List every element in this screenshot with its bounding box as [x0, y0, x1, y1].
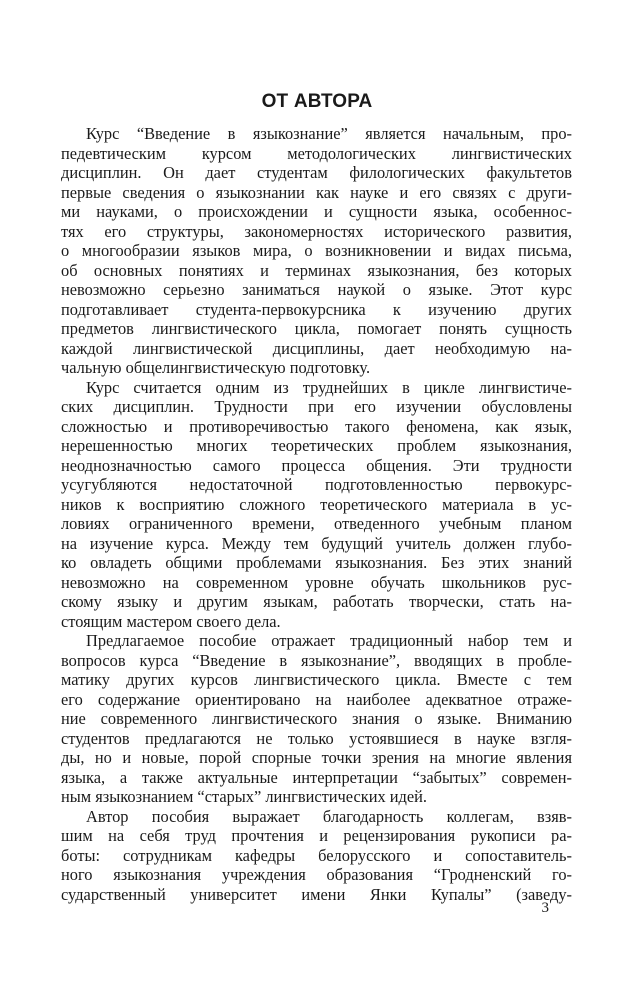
text-line: Автор пособия выражает благодарность коллегам, взяв-: [86, 806, 572, 826]
text-line: стоящим мастером своего дела.: [61, 611, 281, 631]
paragraph-1: [61, 124, 572, 378]
text-line: предметов лингвистического цикла, помогает понять сущность: [61, 319, 572, 338]
text-line: первые сведения о языкознании как науке и его связях с други-: [61, 182, 572, 202]
text-line: чальную общелингвистическую подготовку.: [61, 358, 371, 377]
text-line: на изучение курса. Между тем будущий учитель должен глубо-: [61, 533, 572, 553]
text-line: невозможно серьезно заниматься наукой о языке. Этот курс: [61, 280, 572, 299]
text-line: невозможно на современном уровне обучать школьников рус-: [61, 572, 572, 592]
page-number: 3: [541, 900, 549, 916]
text-line: ным языкознанием “старых” лингвистических идей.: [61, 787, 428, 806]
text-line: усугубляются недостаточной подготовленностью первокурс-: [61, 475, 572, 494]
text-line: Курс “Введение в языкознание” является начальным, про-: [86, 124, 572, 143]
text-line: нерешенностью многих теоретических проблем языкознания,: [61, 436, 572, 455]
text-line: сложностью и противоречивостью такого феномена, как язык,: [61, 416, 572, 436]
text-line: о многообразии языков мира, о возникновении и видах письма,: [61, 241, 572, 260]
text-line: ников к восприятию сложного теоретического материала в ус-: [61, 494, 572, 514]
text-line: вопросов курса “Введение в языкознание”, вводящих в пробле-: [61, 650, 572, 670]
text-line: тях его структуры, закономерностях исторического развития,: [61, 221, 572, 241]
text-line: сударственный университет имени Янки Купалы” (заведу-: [61, 884, 572, 904]
text-line: языка, а также актуальные интерпретации “забытых” современ-: [61, 767, 572, 787]
paragraph-4: [61, 807, 572, 905]
text-line: шим на себя труд прочтения и рецензирования рукописи ра-: [61, 826, 572, 845]
text-line: ко овладеть общими проблемами языкознания. Без этих знаний: [61, 553, 572, 572]
text-line: ды, но и новые, порой спорные точки зрения на многие явления: [61, 748, 572, 767]
text-line: Предлагаемое пособие отражает традиционный набор тем и: [86, 631, 572, 650]
text-line: подготавливает студента-первокурсника к изучению других: [61, 299, 572, 319]
text-line: педевтическим курсом методологических лингвистических: [61, 143, 572, 163]
text-line: неоднозначностью самого процесса общения. Эти трудности: [61, 455, 572, 475]
page-title: ОТ АВТОРА: [261, 91, 373, 112]
text-line: ских дисциплин. Трудности при его изучении обусловлены: [61, 397, 572, 416]
text-line: боты: сотрудникам кафедры белорусского и сопоставитель-: [61, 845, 572, 865]
text-line: студентов предлагаются не только устоявшиеся в науке взгля-: [61, 728, 572, 748]
text-line: ловиях ограниченного времени, отведенного учебным планом: [61, 514, 572, 533]
paragraph-2: [61, 378, 572, 632]
text-line: Курс считается одним из труднейших в цикле лингвистиче-: [86, 377, 572, 397]
text-line: матику других курсов лингвистического цикла. Вместе с тем: [61, 670, 572, 689]
paragraph-3: [61, 631, 572, 807]
text-line: ного языкознания учреждения образования “Гродненский го-: [61, 865, 572, 884]
text-line: дисциплин. Он дает студентам филологических факультетов: [61, 163, 572, 182]
text-line: его содержание ориентировано на наиболее адекватное отраже-: [61, 689, 572, 709]
text-line: ние современного лингвистического знания о языке. Вниманию: [61, 709, 572, 728]
text-line: каждой лингвистической дисциплины, дает необходимую на-: [61, 338, 572, 358]
body-text: [61, 124, 572, 904]
text-line: скому языку и другим языкам, работать творчески, стать на-: [61, 592, 572, 611]
text-line: ми науками, о происхождении и сущности языка, особеннос-: [61, 202, 572, 221]
text-line: об основных понятиях и терминах языкознания, без которых: [61, 260, 572, 280]
